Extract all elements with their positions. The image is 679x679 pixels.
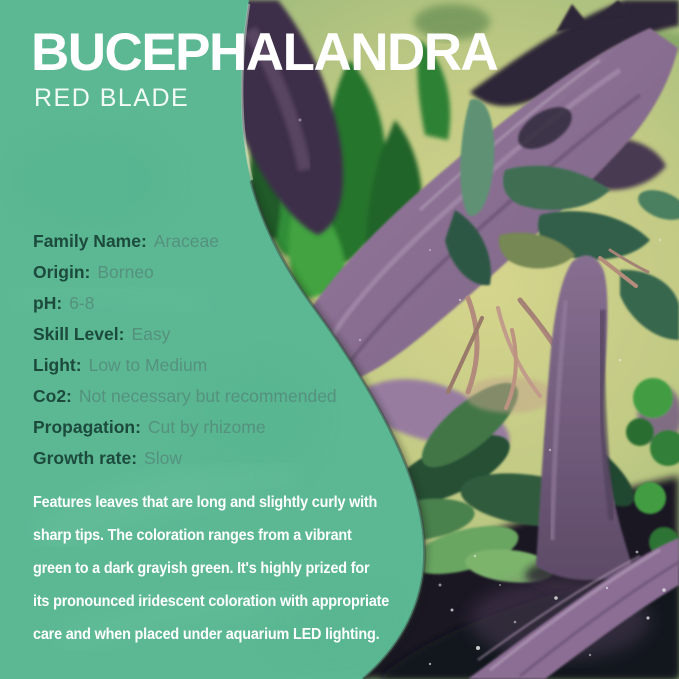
description-line: Features leaves that are long and slightly curly with xyxy=(33,494,378,511)
spec-value: Borneo xyxy=(97,262,154,282)
spec-row-growth-rate xyxy=(33,443,337,474)
spec-value: Slow xyxy=(144,448,182,468)
spec-row-ph xyxy=(33,288,337,319)
spec-label: Growth rate: xyxy=(33,448,138,468)
description-line: sharp tips. The coloration ranges from a vibrant xyxy=(33,527,352,544)
spec-value: Low to Medium xyxy=(88,355,208,375)
spec-row-propagation xyxy=(33,412,337,443)
spec-row-co2 xyxy=(33,381,337,412)
spec-row-skill-level xyxy=(33,319,337,350)
spec-value: 6-8 xyxy=(69,293,95,313)
spec-label: Light: xyxy=(33,355,82,375)
spec-value: Araceae xyxy=(153,231,219,251)
spec-row-origin xyxy=(33,257,337,288)
spec-label: pH: xyxy=(33,293,63,313)
spec-label: Family Name: xyxy=(33,231,147,251)
spec-value: Easy xyxy=(131,324,171,344)
plant-variety-subtitle: RED BLADE xyxy=(34,84,190,112)
spec-row-light xyxy=(33,350,337,381)
spec-value: Not necessary but recommended xyxy=(78,386,337,406)
spec-row-family-name xyxy=(33,226,337,257)
description-line: green to a dark grayish green. It's highly prized for xyxy=(33,560,370,577)
description-line: its pronounced iridescent coloration with appropriate xyxy=(33,593,390,610)
spec-label: Skill Level: xyxy=(33,324,125,344)
description-line: care and when placed under aquarium LED lighting. xyxy=(33,626,380,643)
spec-label: Propagation: xyxy=(33,417,141,437)
plant-description xyxy=(33,486,389,651)
spec-value: Cut by rhizome xyxy=(147,417,266,437)
spec-label: Co2: xyxy=(33,386,72,406)
spec-label: Origin: xyxy=(33,262,91,282)
plant-spec-list xyxy=(33,226,337,474)
plant-title: BUCEPHALANDRA xyxy=(31,23,498,82)
